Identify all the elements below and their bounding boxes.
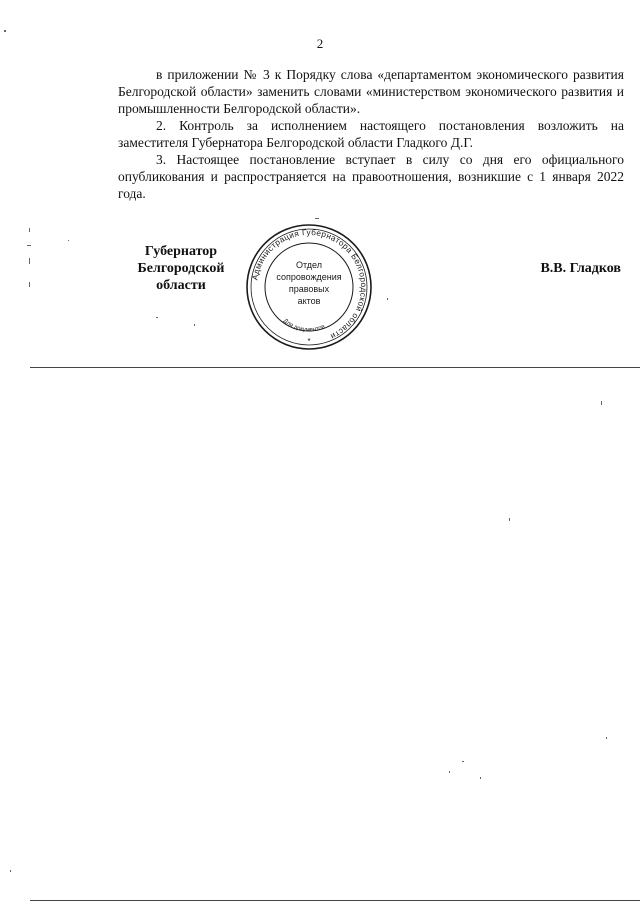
scan-speck (387, 298, 388, 300)
scan-speck (68, 240, 69, 241)
seal-ring-textpath: Администрация Губернатора Белгородской области (250, 227, 369, 342)
official-seal-stamp (244, 222, 374, 352)
scan-speck (601, 401, 602, 405)
scan-speck (29, 228, 30, 232)
paragraph-2: 2. Контроль за исполнением настоящего постановления возложить на заместителя Губернатора Белгородской области Гладкого Д.Г. (118, 118, 624, 150)
signatory-name: В.В. Гладков (540, 261, 621, 276)
divider-line-bottom (30, 900, 640, 901)
seal-bottom-text (282, 318, 326, 333)
seal-center-line-4: актов (297, 296, 321, 306)
scan-speck (4, 30, 6, 32)
seal-bottom-textpath: Для документов (281, 318, 326, 334)
paragraph-1: в приложении № 3 к Порядку слова «департаментом экономического развития Белгородской области» заменить словами «министерством экономического развития и промышленности Белгородской области». (118, 67, 624, 116)
seal-center-line-3: правовых (288, 284, 330, 294)
scan-speck (27, 245, 31, 246)
scan-speck (194, 324, 195, 326)
scan-speck (156, 317, 158, 318)
scan-speck (29, 258, 30, 264)
divider-line-top (30, 367, 640, 368)
page-number: 2 (316, 36, 324, 51)
seal-center-line-2: сопровождения (276, 272, 342, 282)
scan-speck (449, 771, 450, 773)
scan-speck (462, 761, 464, 762)
seal-center-line-1: Отдел (295, 260, 323, 270)
scan-speck (480, 777, 481, 779)
paragraph-3: 3. Настоящее постановление вступает в силу со дня его официального опубликования и распространяется на правоотношения, возникшие с 1 января 2022 года. (118, 152, 624, 201)
scan-speck (606, 737, 607, 739)
scan-speck (29, 282, 30, 287)
scan-speck (509, 518, 510, 521)
signatory-title (116, 243, 246, 294)
signatory-title-line-2: Белгородской области (137, 261, 225, 293)
scan-speck (10, 870, 11, 872)
scan-speck (315, 218, 319, 219)
document-body (118, 66, 624, 202)
signatory-title-line-1: Губернатор (144, 244, 218, 259)
seal-star: * (307, 337, 311, 346)
